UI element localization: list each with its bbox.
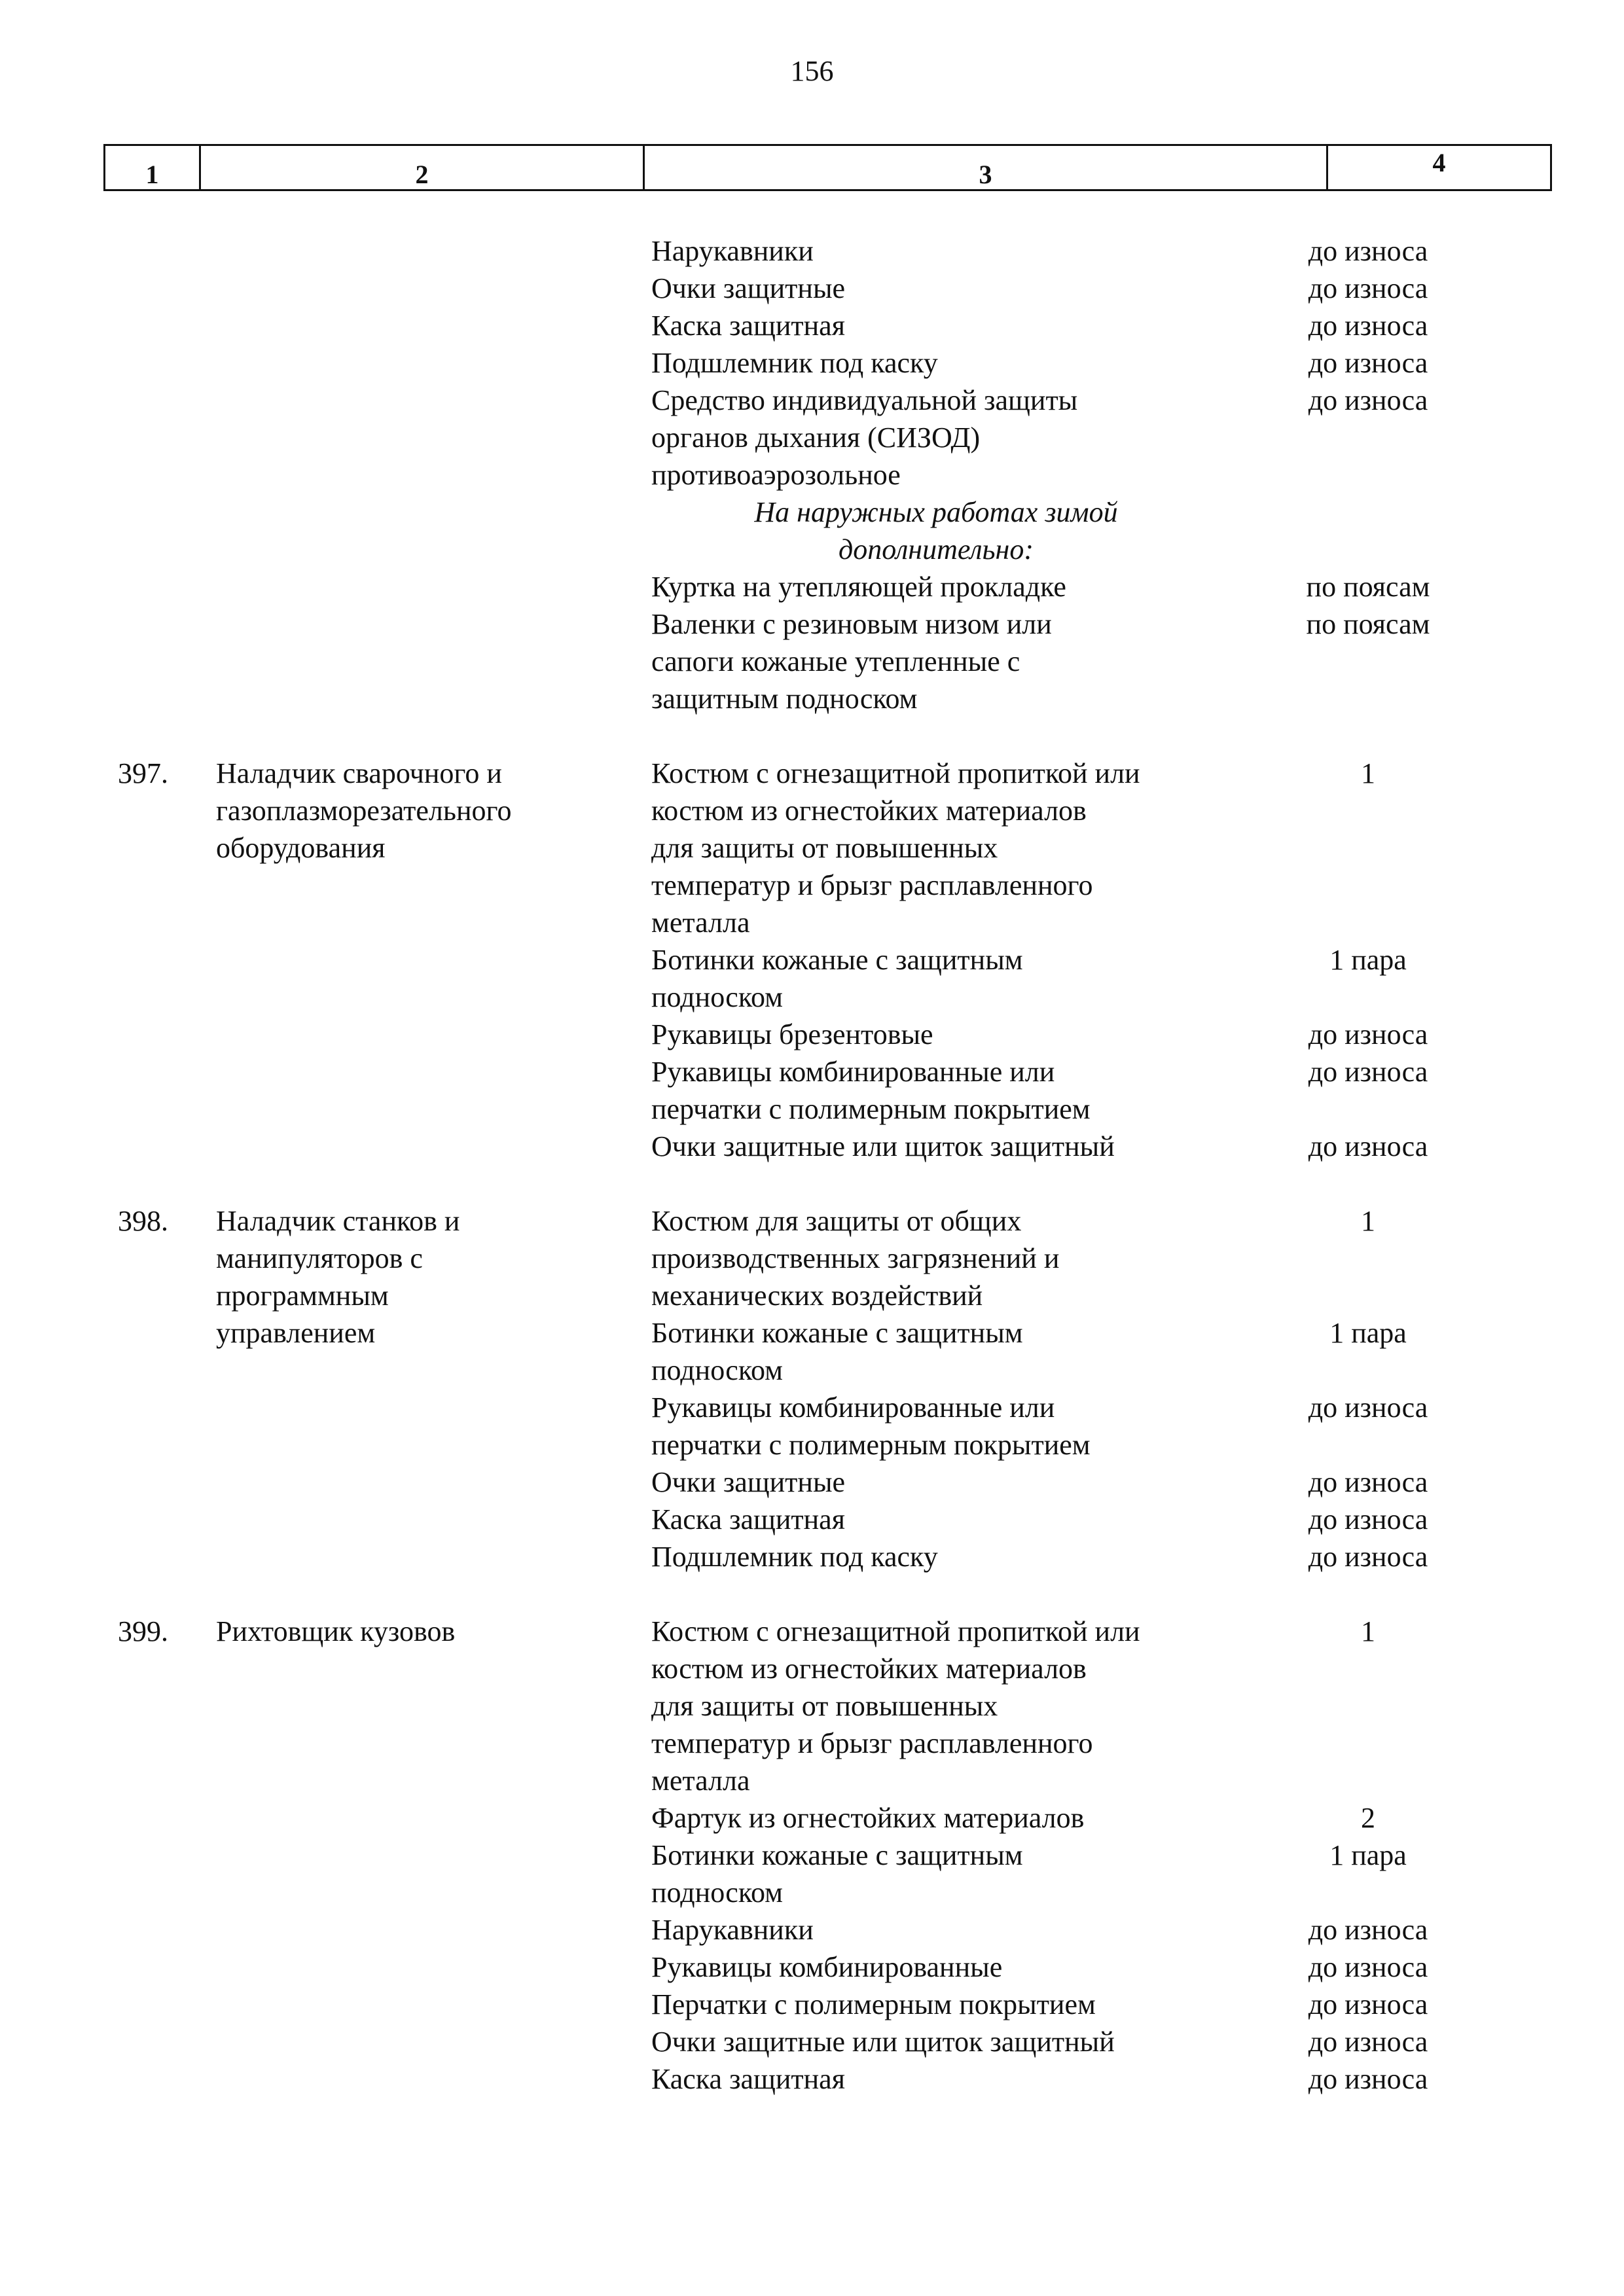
ppe-item-norm: до износа: [1308, 235, 1428, 267]
ppe-item-norm: до износа: [1308, 1130, 1428, 1162]
ppe-item-row: [0, 270, 1624, 307]
page-number: 156: [790, 55, 834, 87]
ppe-item-row: [0, 1799, 1624, 1837]
entry-items: [0, 1613, 1624, 2098]
ppe-item-name: Костюм с огнезащитной пропиткой или костюм из огнестойких материалов для защиты от повышенных температур и брызг расплавленного металла: [651, 757, 1140, 939]
ppe-item-name: Ботинки кожаные с защитным подноском: [651, 1839, 1023, 1909]
entry-398: [0, 1202, 1624, 1575]
ppe-item-norm: 1: [1361, 1615, 1375, 1647]
column-header-1: 1: [105, 145, 200, 190]
ppe-item-norm: 1 пара: [1329, 944, 1407, 976]
column-header-2: 2: [200, 145, 644, 190]
ppe-item-row: [0, 1911, 1624, 1948]
ppe-item-name: Ботинки кожаные с защитным подноском: [651, 1317, 1023, 1386]
ppe-item-row: [0, 1463, 1624, 1501]
ppe-item-name: Каска защитная: [651, 1503, 845, 1535]
ppe-item-name: Перчатки с полимерным покрытием: [651, 1988, 1096, 2020]
column-header-row: [105, 145, 1551, 190]
ppe-item-name: Каска защитная: [651, 2063, 845, 2095]
ppe-item-row: [0, 232, 1624, 270]
ppe-item-row: [0, 1948, 1624, 1986]
ppe-item-row: [0, 1128, 1624, 1165]
ppe-item-row: [0, 1837, 1624, 1911]
ppe-item-name: Очки защитные или щиток защитный: [651, 2026, 1115, 2058]
ppe-item-name: Очки защитные: [651, 272, 846, 304]
entry-number: 398.: [118, 1205, 168, 1237]
ppe-item-norm: до износа: [1308, 1391, 1428, 1424]
ppe-item-norm: до износа: [1308, 384, 1428, 416]
ppe-item-row: [0, 307, 1624, 344]
ppe-item-name: Подшлемник под каску: [651, 1541, 938, 1573]
ppe-item-norm: до износа: [1308, 1056, 1428, 1088]
ppe-item-norm: до износа: [1308, 1914, 1428, 1946]
ppe-item-name: Очки защитные: [651, 1466, 846, 1498]
ppe-item-name: Рукавицы комбинированные или перчатки с полимерным покрытием: [651, 1391, 1091, 1461]
column-header-4: 4: [1327, 145, 1551, 190]
ppe-item-norm: по поясам: [1306, 608, 1430, 640]
ppe-item-name: Валенки с резиновым низом или сапоги кожаные утепленные с защитным подноском: [651, 608, 1052, 715]
ppe-item-norm: до износа: [1308, 1466, 1428, 1498]
profession-name: Наладчик сварочного и газоплазморезательного оборудования: [216, 757, 512, 864]
ppe-item-row: [0, 1538, 1624, 1575]
ppe-item-name: Рукавицы комбинированные: [651, 1951, 1003, 1983]
ppe-item-name: Рукавицы брезентовые: [651, 1018, 933, 1050]
column-header-table: [103, 144, 1552, 191]
ppe-item-row: [0, 1501, 1624, 1538]
ppe-item-row: [0, 1986, 1624, 2023]
profession-name: Наладчик станков и манипуляторов с программным управлением: [216, 1205, 460, 1349]
ppe-item-norm: 1: [1361, 757, 1375, 789]
ppe-item-row: [0, 2023, 1624, 2060]
ppe-item-name: Костюм с огнезащитной пропиткой или костюм из огнестойких материалов для защиты от повышенных температур и брызг расплавленного металла: [651, 1615, 1140, 1797]
norms-list: [0, 232, 1624, 2098]
ppe-item-name: Рукавицы комбинированные или перчатки с полимерным покрытием: [651, 1056, 1091, 1125]
ppe-item-norm: до износа: [1308, 1988, 1428, 2020]
ppe-item-norm: до износа: [1308, 347, 1428, 379]
ppe-item-row: [0, 605, 1624, 717]
ppe-item-name: Нарукавники: [651, 1914, 814, 1946]
ppe-item-name: Ботинки кожаные с защитным подноском: [651, 944, 1023, 1013]
ppe-item-row: [0, 941, 1624, 1016]
ppe-item-row: [0, 382, 1624, 493]
ppe-item-row: [0, 1389, 1624, 1463]
ppe-item-norm: до износа: [1308, 1951, 1428, 1983]
ppe-item-name: Нарукавники: [651, 235, 814, 267]
ppe-item-row: [0, 2060, 1624, 2098]
ppe-item-row: [0, 1016, 1624, 1053]
entry-number: 397.: [118, 757, 168, 789]
ppe-item-norm: 1 пара: [1329, 1317, 1407, 1349]
ppe-item-name: Фартук из огнестойких материалов: [651, 1802, 1085, 1834]
ppe-item-norm: до износа: [1308, 1503, 1428, 1535]
ppe-item-norm: 2: [1361, 1802, 1375, 1834]
continuation-items: [0, 232, 1624, 493]
ppe-item-norm: до износа: [1308, 1018, 1428, 1050]
continuation-entry: [0, 232, 1624, 717]
ppe-item-row: [0, 1053, 1624, 1128]
entry-399: [0, 1613, 1624, 2098]
profession-name: Рихтовщик кузовов: [216, 1615, 456, 1647]
ppe-item-row: [0, 568, 1624, 605]
column-header-3: 3: [644, 145, 1327, 190]
ppe-item-norm: до износа: [1308, 2063, 1428, 2095]
winter-subheading: На наружных работах зимой дополнительно:: [754, 496, 1118, 565]
ppe-item-norm: до износа: [1308, 2026, 1428, 2058]
ppe-item-norm: 1 пара: [1329, 1839, 1407, 1871]
ppe-item-norm: по поясам: [1306, 571, 1430, 603]
continuation-items-after: [0, 568, 1624, 717]
ppe-item-norm: до износа: [1308, 310, 1428, 342]
ppe-item-norm: 1: [1361, 1205, 1375, 1237]
ppe-item-name: Костюм для защиты от общих производственных загрязнений и механических воздействий: [651, 1205, 1060, 1312]
ppe-item-norm: до износа: [1308, 272, 1428, 304]
ppe-item-name: Очки защитные или щиток защитный: [651, 1130, 1115, 1162]
ppe-item-row: [0, 344, 1624, 382]
ppe-item-norm: до износа: [1308, 1541, 1428, 1573]
entry-397: [0, 755, 1624, 1165]
ppe-item-name: Подшлемник под каску: [651, 347, 938, 379]
entry-number: 399.: [118, 1615, 168, 1647]
ppe-item-name: Средство индивидуальной защиты органов дыхания (СИЗОД) противоаэрозольное: [651, 384, 1078, 491]
ppe-item-name: Каска защитная: [651, 310, 845, 342]
ppe-item-name: Куртка на утепляющей прокладке: [651, 571, 1066, 603]
